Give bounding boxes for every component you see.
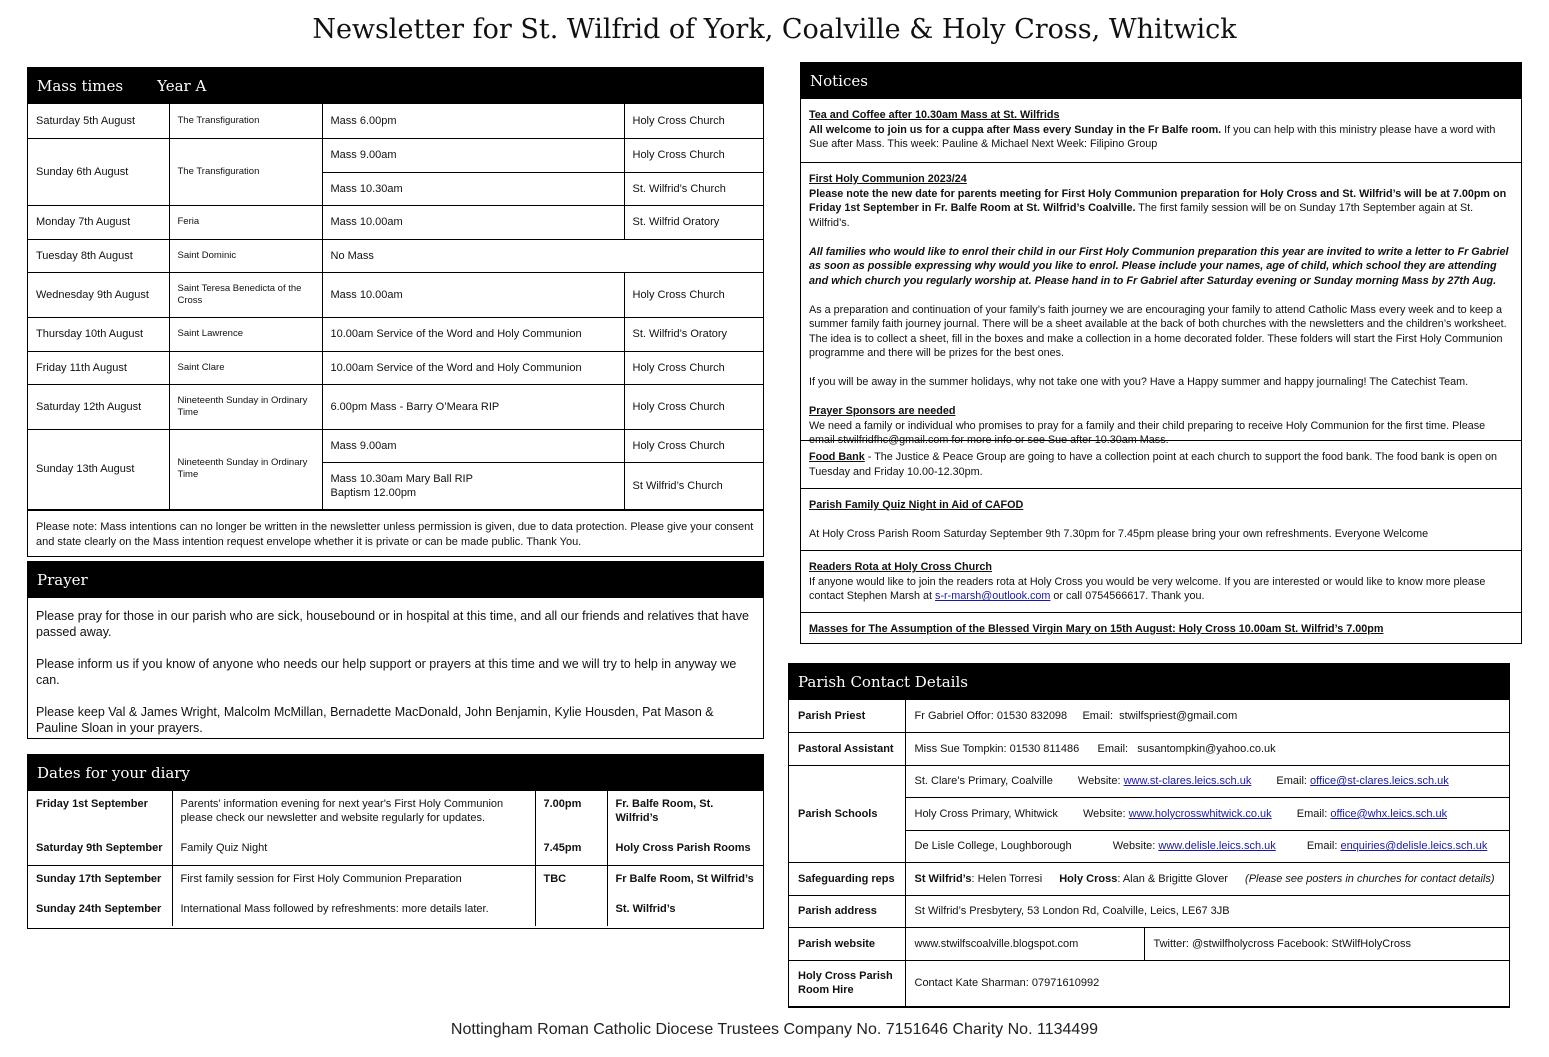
diary-row bbox=[28, 865, 763, 896]
diary-time: 7.45pm bbox=[535, 835, 607, 865]
school-name: Holy Cross Primary, Whitwick bbox=[914, 807, 1058, 820]
contact-row bbox=[789, 863, 1509, 896]
notice-plain-text: or call 0754566617. Thank you. bbox=[1050, 590, 1205, 602]
diary-place: Holy Cross Parish Rooms bbox=[615, 842, 751, 854]
contact-label: Safeguarding reps bbox=[789, 863, 905, 896]
parish-website: www.stwilfscoalville.blogspot.com bbox=[905, 928, 1144, 961]
contact-value: Fr Gabriel Offor: 01530 832098 Email: stwilfspriest@gmail.com bbox=[905, 700, 1509, 733]
mass-time: Mass 10.00am bbox=[322, 272, 624, 317]
mass-day: Sunday 6th August bbox=[28, 138, 169, 205]
contact-heading: Parish Contact Details bbox=[798, 673, 968, 691]
diary-place: Fr Balfe Room, St Wilfrid’s bbox=[607, 865, 763, 896]
contact-value: Contact Kate Sharman: 07971610992 bbox=[905, 960, 1509, 1006]
mass-times-header bbox=[28, 68, 763, 104]
notice-subtitle: Prayer Sponsors are needed bbox=[809, 405, 956, 417]
diary-date: Sunday 17th September bbox=[28, 865, 172, 896]
diary-event: Parents’ information evening for next year's First Holy Communion please check our newsletter and website regularly for updates. bbox=[172, 791, 535, 835]
mass-time: Mass 6.00pm bbox=[322, 104, 624, 138]
contact-row bbox=[789, 928, 1509, 961]
mass-day: Wednesday 9th August bbox=[28, 272, 169, 317]
contact-row bbox=[789, 895, 1509, 928]
notice-bold-text: All welcome to join us for a cuppa after Mass every Sunday in the Fr Balfe room. bbox=[809, 123, 1222, 136]
prayer-names-line: Pauline Sloan in your prayers. bbox=[36, 721, 203, 735]
notices-list bbox=[801, 99, 1521, 646]
school-entry bbox=[905, 765, 1509, 798]
contact-value: St Wilfrid’s Presbytery, 53 London Rd, Coalville, Leics, LE67 3JB bbox=[905, 895, 1509, 928]
liturgical-year: Year A bbox=[157, 77, 207, 95]
parish-social: Twitter: @stwilfholycross Facebook: StWilfHolyCross bbox=[1144, 928, 1509, 961]
diary-place: Fr. Balfe Room, St. Wilfrid’s bbox=[615, 798, 714, 824]
mass-place: St. Wilfrid’s Oratory bbox=[624, 317, 763, 351]
mass-feast: Saint Dominic bbox=[169, 239, 322, 272]
contact-value: Miss Sue Tompkin: 01530 811486 Email: susantompkin@yahoo.co.uk bbox=[905, 733, 1509, 766]
contact-header bbox=[789, 664, 1509, 700]
mass-day: Saturday 5th August bbox=[28, 104, 169, 138]
charity-footer: Nottingham Roman Catholic Diocese Trustees Company No. 7151646 Charity No. 1134499 bbox=[450, 1021, 1099, 1038]
mass-place: Holy Cross Church bbox=[624, 272, 763, 317]
diary-row bbox=[28, 791, 763, 835]
mass-row bbox=[28, 138, 763, 172]
newsletter-title: Newsletter for St. Wilfrid of York, Coalville & Holy Cross, Whitwick bbox=[312, 14, 1237, 45]
contact-row bbox=[789, 733, 1509, 766]
mass-times-panel bbox=[27, 67, 764, 557]
prayer-header bbox=[28, 562, 763, 598]
notice-title: Readers Rota at Holy Cross Church bbox=[809, 561, 992, 573]
notice-title: Masses for The Assumption of the Blessed Virgin Mary on 15th August: Holy Cross 10.00am St. Wilfrid’s 7.00pm bbox=[809, 623, 1384, 635]
mass-day: Thursday 10th August bbox=[28, 317, 169, 351]
notice-plain-text: The first family session will be on Sunday 17th September again at St. Wilfrid’s. bbox=[809, 202, 1474, 229]
mass-day: Saturday 12th August bbox=[28, 384, 169, 429]
diary-date: Sunday 24th September bbox=[28, 896, 172, 926]
prayer-paragraph: Please inform us if you know of anyone who needs our help support or prayers at this time and we will try to help in anyway we can. bbox=[36, 657, 737, 687]
mass-time: No Mass bbox=[322, 239, 763, 272]
notice-plain-text: We need a family or individual who promises to pray for a family and their child preparing to receive Holy Communion for the first time. Please email stwilfridfhc@gmail.com for more info or see Sue after 10.30am Mass. bbox=[809, 419, 1486, 446]
mass-times-table bbox=[28, 104, 763, 510]
mass-place: Holy Cross Church bbox=[624, 384, 763, 429]
notice-assumption-masses bbox=[801, 612, 1521, 646]
mass-day: Friday 11th August bbox=[28, 351, 169, 384]
prayer-panel bbox=[27, 561, 764, 739]
prayer-heading: Prayer bbox=[37, 571, 88, 589]
contact-value bbox=[905, 863, 1509, 896]
safeguarding-church: St Wilfrid’s bbox=[914, 872, 972, 885]
school-email-label: Email: bbox=[1306, 840, 1338, 853]
safeguarding-church: Holy Cross bbox=[1059, 872, 1118, 885]
mass-feast: Nineteenth Sunday in Ordinary Time bbox=[169, 384, 322, 429]
contact-label: Parish Priest bbox=[789, 700, 905, 733]
school-email-link[interactable]: office@whx.leics.sch.uk bbox=[1330, 807, 1448, 820]
mass-time: 6.00pm Mass - Barry O’Meara RIP bbox=[322, 384, 624, 429]
contact-label: Pastoral Assistant bbox=[789, 733, 905, 766]
contact-label: Parish address bbox=[789, 895, 905, 928]
diary-time: TBC bbox=[535, 865, 607, 896]
mass-day: Monday 7th August bbox=[28, 205, 169, 239]
school-name: De Lisle College, Loughborough bbox=[914, 840, 1072, 853]
mass-time: Mass 10.00am bbox=[322, 205, 624, 239]
diary-date: Saturday 9th September bbox=[28, 835, 172, 865]
diary-event: First family session for First Holy Communion Preparation bbox=[172, 865, 535, 896]
prayer-body bbox=[28, 598, 763, 746]
mass-place: St Wilfrid’s Church bbox=[624, 462, 763, 509]
mass-time: Mass 10.30am bbox=[322, 172, 624, 205]
notice-journal-text: As a preparation and continuation of your family’s faith journey we are encouraging your family to attend Catholic Mass every week and to keep a summer family faith journey journal. There will be a sheet available at the back of both churches with the newsletters and the children’s worksheet. The idea is to collect a sheet, fill in the boxes and make a collection in a home decorated folder. These folders will start the First Holy Communion programme and there will be prizes for the best ones. bbox=[809, 303, 1507, 359]
contact-row bbox=[789, 765, 1509, 798]
school-entry bbox=[905, 830, 1509, 863]
school-website-label: Website: bbox=[1077, 775, 1121, 788]
prayer-paragraph bbox=[36, 704, 755, 736]
school-website-label: Website: bbox=[1082, 807, 1126, 820]
diary-date: Friday 1st September bbox=[28, 791, 172, 835]
contact-label: Parish Schools bbox=[789, 765, 905, 863]
mass-feast: Saint Lawrence bbox=[169, 317, 322, 351]
notice-plain-text: - The Justice & Peace Group are going to have a collection point at each church to support the food bank. The food bank is open on Tuesday and Friday 10.00-12.30pm. bbox=[809, 451, 1498, 478]
diary-place: St. Wilfrid’s bbox=[615, 903, 676, 915]
mass-time: Mass 9.00am bbox=[322, 429, 624, 462]
mass-row bbox=[28, 317, 763, 351]
safeguarding-rep: : Alan & Brigitte Glover bbox=[1117, 872, 1228, 885]
diary-heading: Dates for your diary bbox=[37, 764, 190, 782]
school-website-link[interactable]: www.st-clares.leics.sch.uk bbox=[1123, 775, 1252, 788]
mass-row bbox=[28, 272, 763, 317]
notice-plain-text: If anyone would like to join the readers rota at Holy Cross you would be very welcome. If you are interested or would like to know more please contact Stephen Marsh at bbox=[809, 575, 1486, 602]
school-email-link[interactable]: enquiries@delisle.leics.sch.uk bbox=[1340, 840, 1488, 853]
contact-label: Parish website bbox=[789, 928, 905, 961]
mass-day: Sunday 13th August bbox=[28, 429, 169, 509]
notices-panel bbox=[800, 62, 1522, 644]
readers-email-link[interactable]: s-r-marsh@outlook.com bbox=[935, 590, 1051, 602]
mass-place: Holy Cross Church bbox=[624, 351, 763, 384]
mass-time: Mass 9.00am bbox=[322, 138, 624, 172]
mass-place: St. Wilfrid’s Church bbox=[624, 172, 763, 205]
notice-plain-text: If you can help with this ministry please have a word with Sue after Mass. This week: Pauline & Michael Next Week: Filipino Group bbox=[809, 123, 1496, 150]
diary-time bbox=[535, 896, 607, 926]
diary-event: Family Quiz Night bbox=[172, 835, 535, 865]
school-website-label: Website: bbox=[1112, 840, 1156, 853]
school-email-link[interactable]: office@st-clares.leics.sch.uk bbox=[1310, 775, 1449, 788]
diary-row bbox=[28, 835, 763, 865]
school-entry bbox=[905, 798, 1509, 831]
safeguarding-rep: : Helen Torresi bbox=[971, 872, 1043, 885]
mass-place: Holy Cross Church bbox=[624, 138, 763, 172]
notice-title: Food Bank bbox=[809, 451, 865, 463]
notices-header bbox=[801, 63, 1521, 99]
diary-table bbox=[28, 791, 763, 926]
mass-row bbox=[28, 384, 763, 429]
mass-feast: The Transfiguration bbox=[169, 138, 322, 205]
contact-table bbox=[789, 700, 1509, 1007]
mass-row bbox=[28, 239, 763, 272]
school-email-label: Email: bbox=[1296, 807, 1328, 820]
diary-panel bbox=[27, 754, 764, 929]
notice-text bbox=[809, 575, 1513, 604]
mass-place: St. Wilfrid Oratory bbox=[624, 205, 763, 239]
notice-away-text: If you will be away in the summer holidays, why not take one with you? Have a Happy summer and happy journaling! The Catechist Team. bbox=[809, 376, 1469, 388]
mass-row bbox=[28, 205, 763, 239]
notice-title: First Holy Communion 2023/24 bbox=[809, 173, 967, 185]
notice-plain-text: At Holy Cross Parish Room Saturday September 9th 7.30pm for 7.45pm please bring your own refreshments. Everyone Welcome bbox=[809, 528, 1429, 540]
notice-quiz-night bbox=[801, 488, 1521, 550]
mass-time: 10.00am Service of the Word and Holy Communion bbox=[322, 317, 624, 351]
contact-row bbox=[789, 700, 1509, 733]
contact-label: Holy Cross Parish Room Hire bbox=[789, 960, 905, 1006]
mass-feast: Saint Clare bbox=[169, 351, 322, 384]
notice-title: Parish Family Quiz Night in Aid of CAFOD bbox=[809, 499, 1024, 511]
contact-panel bbox=[788, 663, 1510, 1008]
diary-time: 7.00pm bbox=[535, 791, 607, 835]
contact-row bbox=[789, 960, 1509, 1006]
school-name: St. Clare’s Primary, Coalville bbox=[914, 775, 1053, 788]
school-website-link[interactable]: www.delisle.leics.sch.uk bbox=[1158, 840, 1276, 853]
notice-title: Tea and Coffee after 10.30am Mass at St. Wilfrids bbox=[809, 109, 1060, 121]
notices-heading: Notices bbox=[810, 72, 868, 90]
school-email-label: Email: bbox=[1276, 775, 1307, 788]
mass-place: Holy Cross Church bbox=[624, 104, 763, 138]
diary-event: International Mass followed by refreshments: more details later. bbox=[172, 896, 535, 926]
notice-first-holy-communion bbox=[801, 162, 1521, 446]
notice-readers-rota bbox=[801, 550, 1521, 612]
mass-time-line: Mass 10.30am Mary Ball RIP bbox=[330, 472, 473, 485]
mass-intention-note: Please note: Mass intentions can no longer be written in the newsletter unless permission is given, due to data protection. Please give your consent and state clearly on the Mass intention request envelope whether it is private or can be made public. Thank You. bbox=[28, 510, 763, 558]
diary-header bbox=[28, 755, 763, 791]
notice-tea-coffee bbox=[801, 99, 1521, 162]
mass-time-line: Baptism 12.00pm bbox=[330, 486, 417, 499]
notice-text bbox=[809, 187, 1513, 231]
mass-feast: Feria bbox=[169, 205, 322, 239]
mass-row bbox=[28, 429, 763, 462]
mass-day: Tuesday 8th August bbox=[28, 239, 169, 272]
mass-times-heading: Mass times bbox=[37, 77, 124, 95]
mass-place: Holy Cross Church bbox=[624, 429, 763, 462]
notice-text bbox=[809, 123, 1513, 152]
mass-time bbox=[322, 462, 624, 509]
mass-feast: The Transfiguration bbox=[169, 104, 322, 138]
mass-row bbox=[28, 351, 763, 384]
notice-enrol-text: All families who would like to enrol their child in our First Holy Communion preparation this year are invited to write a letter to Fr Gabriel as soon as possible expressing why would you like to enrol. Please include your names, age of child, which school they are attending and which church you regularly worship at. Please hand in to Fr Gabriel after Saturday evening or Sunday morning Mass by 27th Aug. bbox=[809, 245, 1509, 287]
mass-row bbox=[28, 104, 763, 138]
safeguarding-note: (Please see posters in churches for contact details) bbox=[1245, 872, 1495, 885]
prayer-paragraph: Please pray for those in our parish who are sick, housebound or in hospital at this time, and all our friends and relatives that have passed away. bbox=[36, 609, 749, 639]
mass-feast: Saint Teresa Benedicta of the Cross bbox=[169, 272, 322, 317]
school-website-link[interactable]: www.holycrosswhitwick.co.uk bbox=[1128, 807, 1272, 820]
mass-feast: Nineteenth Sunday in Ordinary Time bbox=[169, 429, 322, 509]
notice-bold-text: Please note the new date for parents meeting for First Holy Communion preparation for Holy Cross and St. Wilfrid’s will be at 7.00pm on Friday 1st September in Fr. Balfe Room at St. Wilfrid’s Coalville. bbox=[809, 187, 1507, 214]
prayer-names-line: Please keep Val & James Wright, Malcolm McMillan, Bernadette MacDonald, John Benjamin, Kylie Housden, Pat Mason & bbox=[36, 705, 714, 719]
mass-time: 10.00am Service of the Word and Holy Communion bbox=[322, 351, 624, 384]
diary-row bbox=[28, 896, 763, 926]
